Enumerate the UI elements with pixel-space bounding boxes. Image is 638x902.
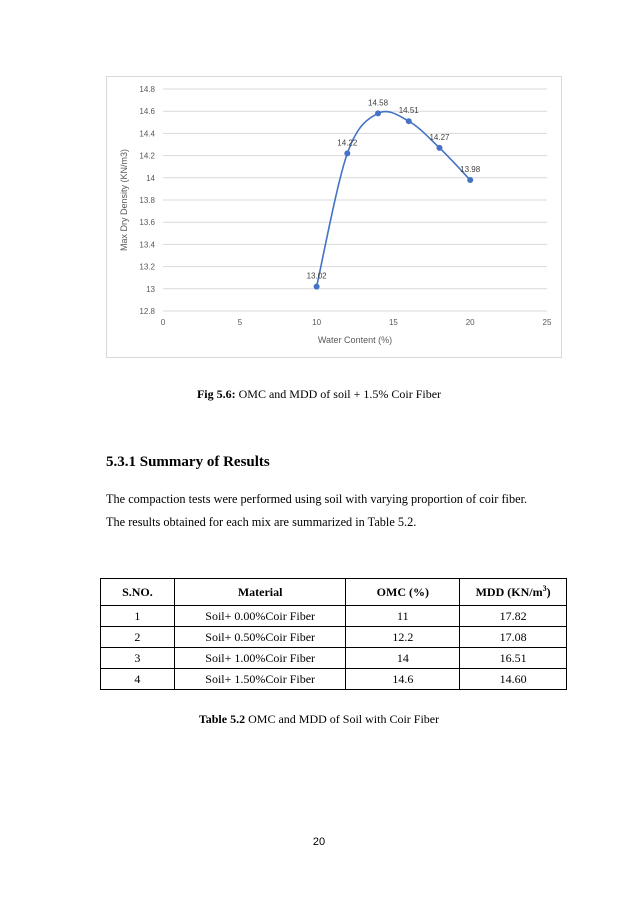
table-header-row [101, 579, 567, 606]
cell-mdd: 14.60 [460, 669, 567, 690]
header-mdd-superscript: 3 [542, 584, 547, 593]
page-number: 20 [312, 836, 326, 848]
figure-caption-label: Fig 5.6: [196, 387, 236, 401]
cell-mdd: 16.51 [460, 648, 567, 669]
cell-material: Soil+ 0.00%Coir Fiber [174, 606, 346, 627]
y-tick-label: 13.8 [139, 196, 155, 205]
cell-omc: 14 [346, 648, 460, 669]
data-label: 14.22 [337, 138, 358, 148]
chart-tick-labels [139, 85, 552, 327]
x-tick-label: 0 [160, 318, 166, 327]
data-point [467, 177, 473, 183]
y-tick-label: 12.8 [139, 307, 155, 316]
figure-caption [0, 387, 638, 402]
y-tick-label: 13.6 [139, 218, 155, 228]
x-tick-label: 20 [465, 318, 475, 327]
header-mdd-close: ) [546, 585, 551, 599]
cell-sno: 1 [101, 606, 175, 627]
y-tick-label: 14.6 [139, 107, 155, 117]
chart-data-labels [307, 98, 481, 280]
y-tick-label: 14.2 [139, 151, 155, 161]
cell-sno: 4 [101, 669, 175, 690]
cell-material: Soil+ 0.50%Coir Fiber [174, 627, 346, 648]
y-tick-label: 13.2 [139, 262, 155, 272]
header-sno: S.NO. [101, 579, 175, 606]
data-label: 14.51 [398, 106, 419, 116]
x-tick-label: 15 [388, 318, 398, 327]
x-tick-label: 25 [542, 318, 552, 327]
y-tick-label: 14.4 [139, 129, 155, 139]
y-tick-label: 13 [146, 284, 155, 294]
paragraph-line: The results obtained for each mix are summarized in Table 5.2. [106, 515, 417, 529]
x-tick-label: 10 [312, 318, 322, 327]
cell-omc: 11 [346, 606, 460, 627]
y-tick-label: 13.4 [139, 240, 155, 250]
y-tick-label: 14 [146, 173, 155, 183]
table-row [101, 606, 567, 627]
table-row [101, 627, 567, 648]
data-label: 14.58 [368, 98, 389, 108]
cell-material: Soil+ 1.50%Coir Fiber [174, 669, 346, 690]
data-point [375, 110, 381, 116]
cell-sno: 3 [101, 648, 175, 669]
omc-mdd-chart [107, 77, 563, 359]
data-point [436, 145, 442, 151]
data-label: 13.98 [460, 165, 481, 175]
y-tick-label: 14.8 [139, 85, 155, 94]
header-material: Material [174, 579, 346, 606]
cell-mdd: 17.08 [460, 627, 567, 648]
x-tick-label: 5 [237, 318, 243, 327]
header-mdd [460, 579, 567, 606]
cell-sno: 2 [101, 627, 175, 648]
header-mdd-text: MDD (KN/m [475, 585, 543, 599]
data-point [344, 150, 350, 156]
cell-omc: 12.2 [346, 627, 460, 648]
cell-omc: 14.6 [346, 669, 460, 690]
chart-gridlines [163, 89, 547, 311]
paragraph-line: The compaction tests were performed using soil with varying proportion of coir fiber. [106, 492, 528, 506]
data-point [314, 284, 320, 290]
figure-caption-text: OMC and MDD of soil + 1.5% Coir Fiber [235, 387, 442, 401]
y-axis-title: Max Dry Density (KN/m3) [119, 148, 129, 252]
results-table [100, 578, 567, 690]
table-caption-label: Table 5.2 [198, 712, 246, 726]
summary-paragraph [106, 488, 562, 534]
cell-mdd: 17.82 [460, 606, 567, 627]
table-row [101, 648, 567, 669]
table-row [101, 669, 567, 690]
data-point [406, 118, 412, 124]
chart-container [106, 76, 562, 358]
header-omc: OMC (%) [346, 579, 460, 606]
section-heading: 5.3.1 Summary of Results [106, 454, 270, 470]
x-axis-title: Water Content (%) [317, 335, 393, 345]
table-caption [0, 712, 638, 727]
cell-material: Soil+ 1.00%Coir Fiber [174, 648, 346, 669]
data-label: 13.02 [306, 271, 327, 281]
data-label: 14.27 [429, 132, 450, 142]
table-caption-text: OMC and MDD of Soil with Coir Fiber [245, 712, 440, 726]
